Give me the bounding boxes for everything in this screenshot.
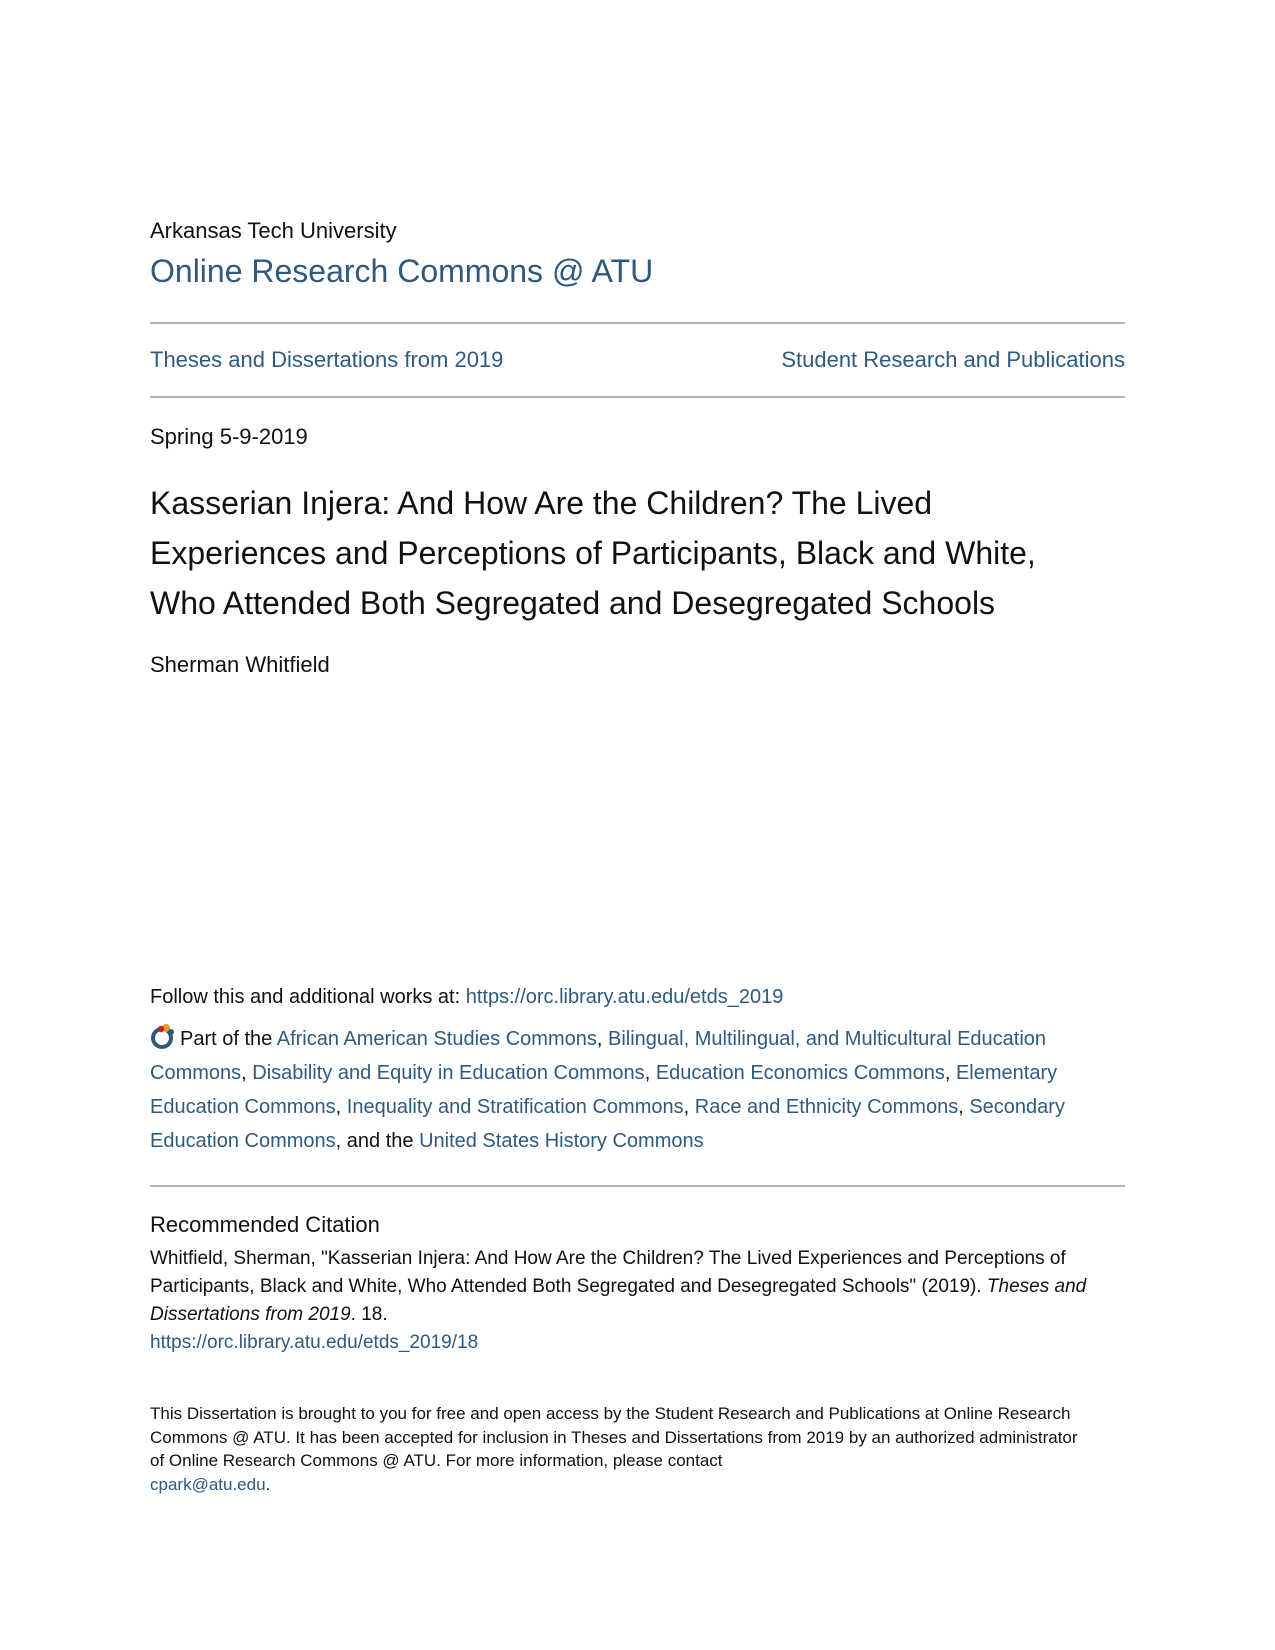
part-of-commons — [150, 1022, 1110, 1158]
parent-collection-link[interactable]: Student Research and Publications — [781, 347, 1125, 372]
commons-separator: , — [644, 1062, 656, 1084]
citation-text: Whitfield, Sherman, "Kasserian Injera: And How Are the Children? The Lived Experiences and Perceptions of Participants, Black and White, Who Attended Both Segregated and Desegregated Schools" (2019). — [150, 1248, 1066, 1297]
commons-link[interactable]: Inequality and Stratification Commons — [346, 1096, 684, 1118]
part-of-prefix: Part of the — [180, 1028, 277, 1050]
repository-link[interactable]: Online Research Commons @ ATU — [150, 253, 654, 289]
divider-breadcrumb — [150, 396, 1125, 398]
commons-separator: , — [335, 1096, 347, 1118]
university-name: Arkansas Tech University — [150, 218, 397, 243]
footer-end: . — [265, 1474, 271, 1494]
footer-text: This Dissertation is brought to you for free and open access by the Student Research and Publications at Online Research Commons @ ATU. It has been accepted for inclusion in Theses and Dissertations from 2019 by an authorized administrator of Online Research Commons @ ATU. For more information, please contact — [150, 1404, 1078, 1470]
access-statement — [150, 1402, 1080, 1496]
citation-url-link[interactable]: https://orc.library.atu.edu/etds_2019/18 — [150, 1332, 479, 1353]
author-name: Sherman Whitfield — [150, 652, 330, 677]
divider-top — [150, 322, 1125, 324]
citation-number: . 18. — [350, 1304, 388, 1325]
commons-link[interactable]: Secondary Education Commons — [150, 1096, 1065, 1152]
citation-heading: Recommended Citation — [150, 1212, 380, 1237]
follow-line — [150, 986, 783, 1009]
commons-separator: , and the — [335, 1130, 420, 1152]
commons-link[interactable]: Race and Ethnicity Commons — [694, 1096, 959, 1118]
publication-date: Spring 5-9-2019 — [150, 424, 308, 449]
contact-email-link[interactable]: cpark@atu.edu — [150, 1474, 266, 1494]
commons-separator: , — [944, 1062, 956, 1084]
citation-body — [150, 1245, 1125, 1357]
network-commons-icon — [150, 1023, 178, 1049]
commons-separator: , — [241, 1062, 253, 1084]
follow-url-link[interactable]: https://orc.library.atu.edu/etds_2019 — [465, 986, 784, 1008]
divider-citation — [150, 1185, 1125, 1187]
commons-link[interactable]: Elementary Education Commons — [150, 1062, 1058, 1118]
commons-separator: , — [596, 1028, 608, 1050]
commons-list — [150, 1028, 1065, 1152]
document-title: Kasserian Injera: And How Are the Children? The Lived Experiences and Perceptions of Participants, Black and White, Who Attended Both Segregated and Desegregated Schools — [150, 485, 1036, 621]
commons-separator: , — [683, 1096, 695, 1118]
follow-label: Follow this and additional works at: — [150, 986, 466, 1008]
citation-series: Theses and Dissertations from 2019 — [150, 1276, 1087, 1325]
commons-link[interactable]: United States History Commons — [419, 1130, 704, 1152]
collection-link[interactable]: Theses and Dissertations from 2019 — [150, 347, 504, 372]
commons-separator: , — [958, 1096, 970, 1118]
commons-link[interactable]: Disability and Equity in Education Commons — [252, 1062, 645, 1084]
commons-link[interactable]: Education Economics Commons — [655, 1062, 945, 1084]
commons-link[interactable]: Bilingual, Multilingual, and Multicultural Education Commons — [150, 1028, 1047, 1084]
commons-link[interactable]: African American Studies Commons — [276, 1028, 597, 1050]
